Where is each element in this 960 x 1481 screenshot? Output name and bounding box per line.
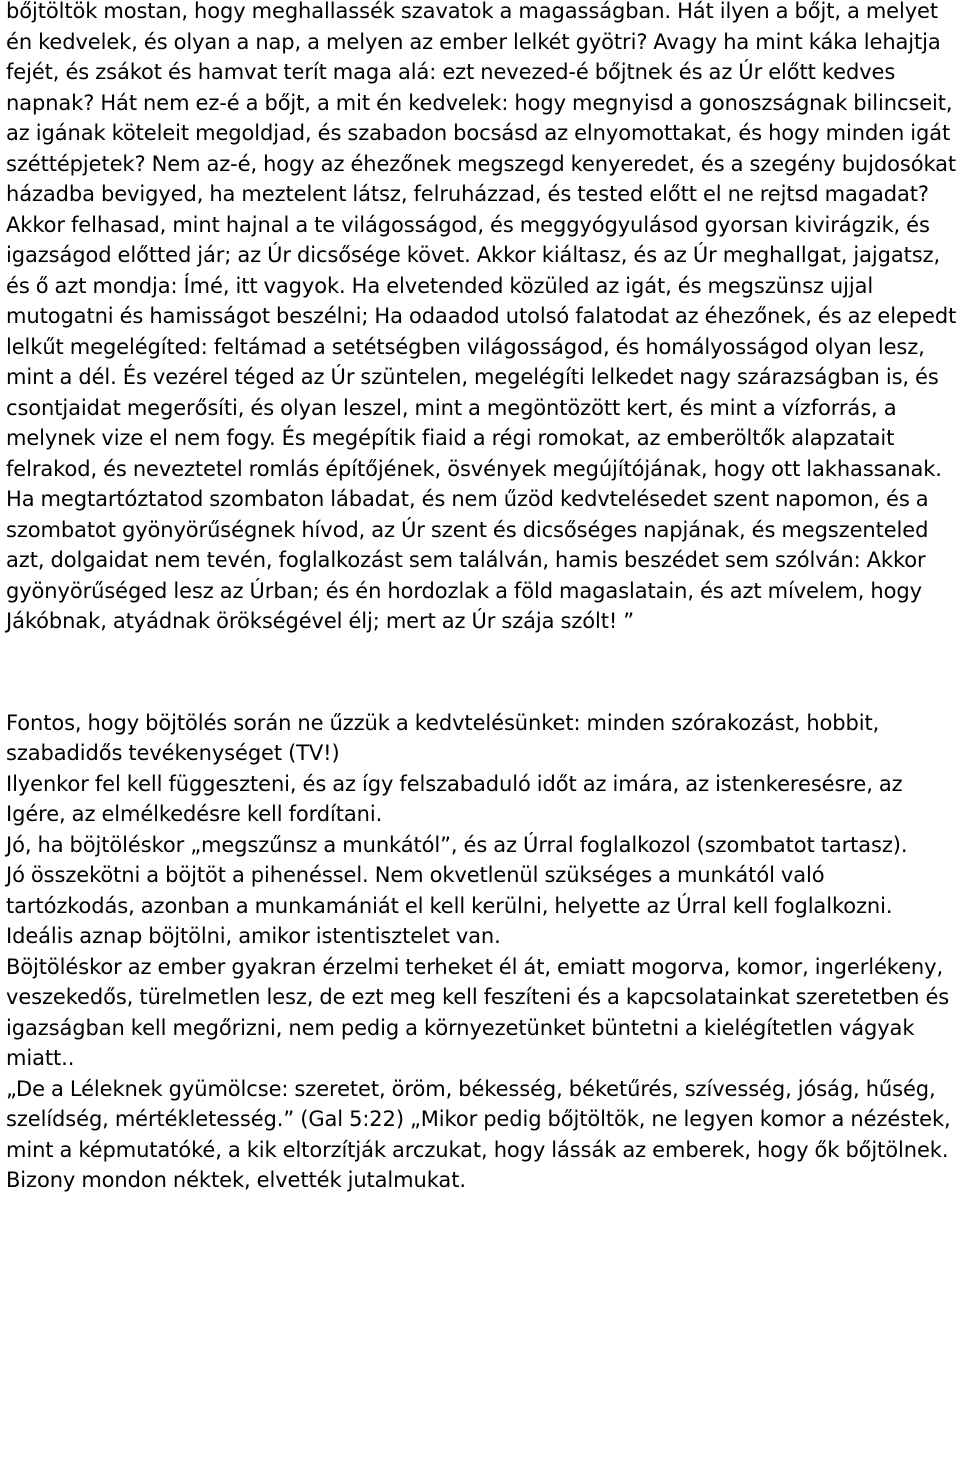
guidance-line-4: Jó összekötni a böjtöt a pihenéssel. Nem okvetlenül szükséges a munkától való tartózkodás, azonban a munkamániát el kell kerülni, helyette az Úrral kell foglalkozni.	[6, 863, 893, 918]
fasting-guidance-paragraph	[6, 708, 958, 1196]
document-page	[6, 0, 958, 1196]
guidance-line-3: Jó, ha böjtöléskor „megszűnsz a munkától”, és az Úrral foglalkozol (szombatot tartasz).	[6, 832, 908, 857]
guidance-line-2: Ilyenkor fel kell függeszteni, és az így felszabaduló időt az imára, az istenkeresésre, az Igére, az elmélkedésre kell fordítani.	[6, 771, 903, 826]
scripture-quote-paragraph: bőjtöltök mostan, hogy meghallassék szavatok a magasságban. Hát ilyen a bőjt, a melyet én kedvelek, és olyan a nap, a melyen az ember lelkét gyötri? Avagy ha mint káka lehajtja fejét, és zsákot és hamvat terít maga alá: ezt nevezed-é bőjtnek és az Úr előtt kedves napnak? Hát nem ez-é a bőjt, a mit én kedvelek: hogy megnyisd a gonoszságnak bilincseit, az igának köteleit megoldjad, és szabadon bocsásd az elnyomottakat, és hogy minden igát széttépjetek? Nem az-é, hogy az éhezőnek megszegd kenyeredet, és a szegény bujdosókat házadba bevigyed, ha meztelent látsz, felruházzad, és tested előtt el ne rejtsd magadat? Akkor felhasad, mint hajnal a te világosságod, és meggyógyulásod gyorsan kivirágzik, és igazságod előtted jár; az Úr dicsősége követ. Akkor kiáltasz, és az Úr meghallgat, jajgatsz, és ő azt mondja: Ímé, itt vagyok. Ha elvetended közüled az igát, és megszünsz ujjal mutogatni és hamisságot beszélni; Ha odaadod utolsó falatodat az éhezőnek, és az elepedt lelkűt megelégíted: feltámad a setétségben világosságod, és homályosságod olyan lesz, mint a dél. És vezérel téged az Úr szüntelen, megelégíti lelkedet nagy szárazságban is, és csontjaidat megerősíti, és olyan leszel, mint a megöntözött kert, és mint a vízforrás, a melynek vize el nem fogy. És megépítik fiaid a régi romokat, az emberöltők alapzatait felrakod, és neveztetel romlás építőjének, ösvények megújítójának, hogy ott lakhassanak. Ha megtartóztatod szombaton lábadat, és nem űzöd kedvtelésedet szent napomon, és a szombatot gyönyörűségnek hívod, az Úr szent és dicsőséges napjának, és megszenteled azt, dolgaidat nem tevén, foglalkozást sem találván, hamis beszédet sem szólván: Akkor gyönyörűséged lesz az Úrban; és én hordozlak a föld magaslatain, és azt mívelem, hogy Jákóbnak, atyádnak örökségével élj; mert az Úr szája szólt! ”	[6, 0, 957, 633]
guidance-line-5: Ideális aznap böjtölni, amikor istentisztelet van.	[6, 924, 501, 948]
guidance-line-7: „De a Léleknek gyümölcse: szeretet, öröm, békesség, béketűrés, szívesség, jóság, hűség, szelídség, mértékletesség.” (Gal 5:22) „Mikor pedig bőjtöltök, ne legyen komor a nézéstek, mint a képmutatóké, a kik eltorzítják arczukat, hogy lássák az emberek, hogy ők bőjtölnek. Bizony mondon néktek, elvették jutalmukat.	[6, 1076, 951, 1192]
guidance-line-1: Fontos, hogy böjtölés során ne űzzük a kedvtelésünket: minden szórakozást, hobbit, szabadidős tevékenységet (TV!)	[6, 710, 880, 765]
guidance-line-6: Böjtöléskor az ember gyakran érzelmi terheket él át, emiatt mogorva, komor, ingerlékeny, veszekedős, türelmetlen lesz, de ezt meg kell feszíteni és a kapcsolatainkat szeretetben és igazságban kell megőrizni, nem pedig a környezetünket büntetni a kielégítetlen vágyak miatt..	[6, 954, 950, 1070]
